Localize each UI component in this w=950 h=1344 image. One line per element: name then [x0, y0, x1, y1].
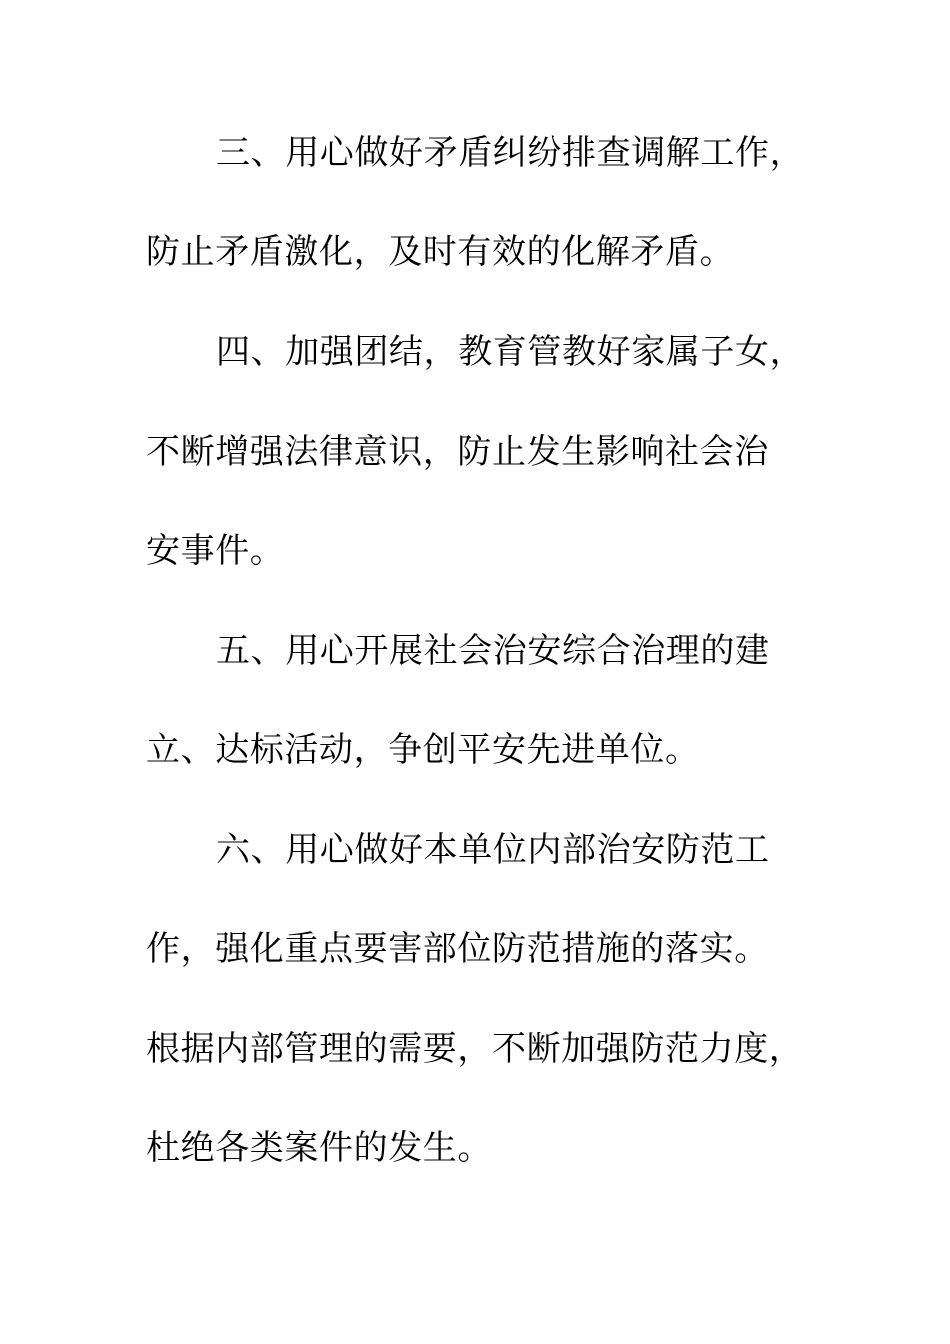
paragraph-4-line-3: 安事件。 [146, 531, 285, 571]
paragraph-5-line-1: 五、用心开展社会治安综合治理的建 [216, 631, 770, 671]
paragraph-3-line-2: 防止矛盾激化，及时有效的化解矛盾。 [146, 232, 735, 272]
paragraph-6-line-1: 六、用心做好本单位内部治安防范工 [216, 830, 770, 870]
paragraph-4-line-2: 不断增强法律意识，防止发生影响社会治 [146, 432, 769, 472]
paragraph-6-line-3: 根据内部管理的需要，不断加强防范力度， [146, 1029, 804, 1069]
paragraph-4-line-1: 四、加强团结，教育管教好家属子女， [216, 332, 805, 372]
paragraph-6-line-4: 杜绝各类案件的发生。 [146, 1128, 492, 1168]
paragraph-5-line-2: 立、达标活动，争创平安先进单位。 [146, 730, 700, 770]
paragraph-3-line-1: 三、用心做好矛盾纠纷排查调解工作， [216, 133, 805, 173]
paragraph-6-line-2: 作，强化重点要害部位防范措施的落实。 [146, 929, 769, 969]
